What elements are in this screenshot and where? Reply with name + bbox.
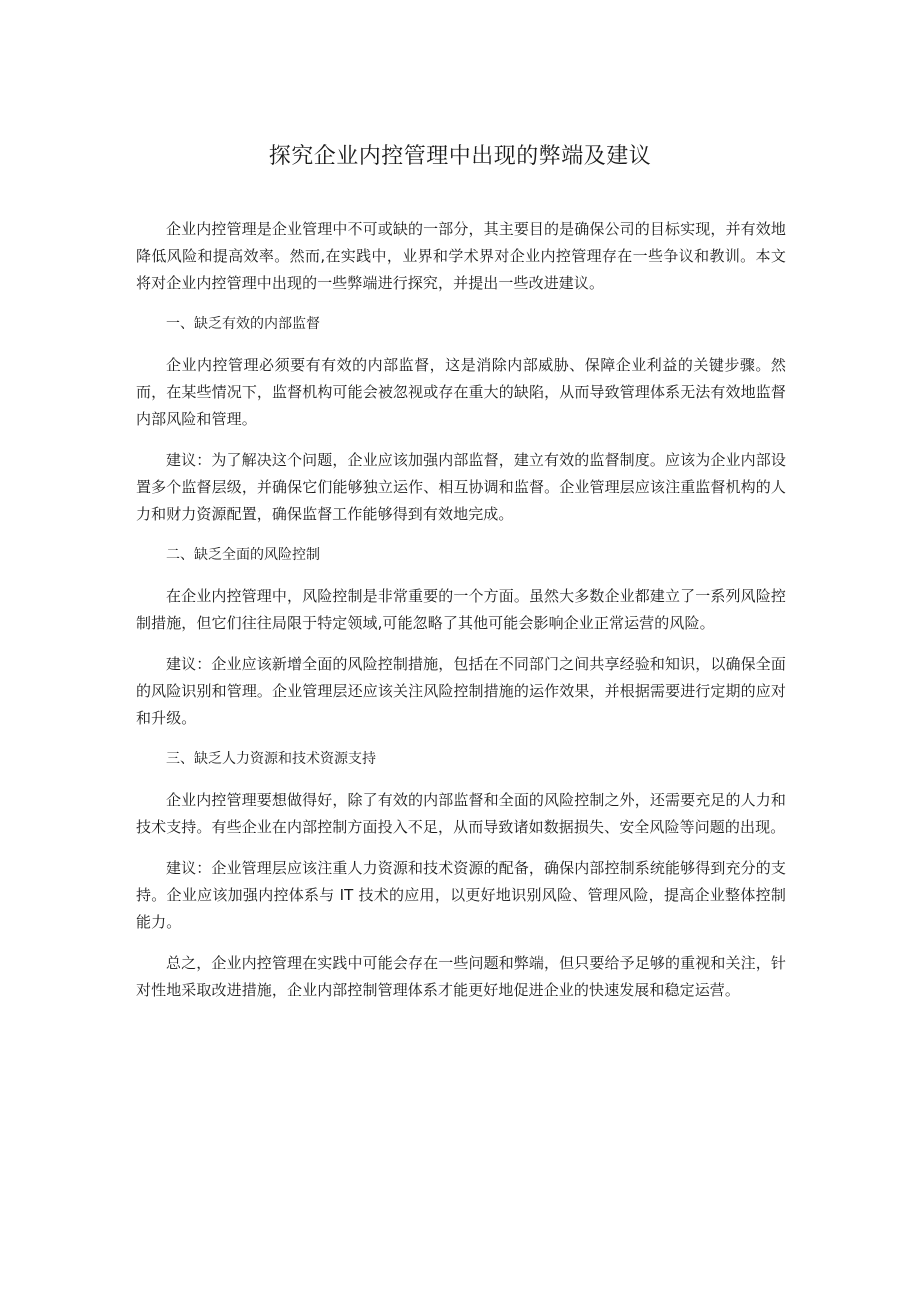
section-1-problem: 企业内控管理必须要有有效的内部监督，这是消除内部威胁、保障企业利益的关键步骤。然而，在某些情况下，监督机构可能会被忽视或存在重大的缺陷，从而导致管理体系无法有效地监督内部风险和管理。 [136,356,786,428]
section-heading-1: 一、缺乏有效的内部监督 [166,316,320,332]
section-2-suggestion: 建议：企业应该新增全面的风险控制措施，包括在不同部门之间共享经验和知识，以确保全面的风险识别和管理。企业管理层还应该关注风险控制措施的运作效果，并根据需要进行定期的应对和升级。 [136,655,786,727]
conclusion-paragraph: 总之，企业内控管理在实践中可能会存在一些问题和弊端，但只要给予足够的重视和关注，针对性地采取改进措施，企业内部控制管理体系才能更好地促进企业的快速发展和稳定运营。 [136,954,786,999]
section-1-suggestion: 建议：为了解决这个问题，企业应该加强内部监督，建立有效的监督制度。应该为企业内部设置多个监督层级，并确保它们能够独立运作、相互协调和监督。企业管理层应该注重监督机构的人力和财力资源配置，确保监督工作能够得到有效地完成。 [136,451,786,523]
section-3-suggestion: 建议：企业管理层应该注重人力资源和技术资源的配备，确保内部控制系统能够得到充分的支持。企业应该加强内控体系与 IT 技术的应用，以更好地识别风险、管理风险，提高企业整体控制能力。 [136,859,786,931]
document-title: 探究企业内控管理中出现的弊端及建议 [268,144,652,169]
intro-paragraph: 企业内控管理是企业管理中不可或缺的一部分，其主要目的是确保公司的目标实现，并有效地降低风险和提高效率。然而,在实践中，业界和学术界对企业内控管理存在一些争议和教训。本文将对企业内控管理中出现的一些弊端进行探究，并提出一些改进建议。 [136,220,786,292]
section-2-problem: 在企业内控管理中，风险控制是非常重要的一个方面。虽然大多数企业都建立了一系列风险控制措施，但它们往往局限于特定领域,可能忽略了其他可能会影响企业正常运营的风险。 [136,587,786,632]
document-body [136,216,786,1018]
section-heading-2: 二、缺乏全面的风险控制 [166,547,320,563]
section-heading-3: 三、缺乏人力资源和技术资源支持 [166,751,376,767]
section-3-problem: 企业内控管理要想做得好，除了有效的内部监督和全面的风险控制之外，还需要充足的人力和技术支持。有些企业在内部控制方面投入不足，从而导致诸如数据损失、安全风险等问题的出现。 [136,791,786,836]
